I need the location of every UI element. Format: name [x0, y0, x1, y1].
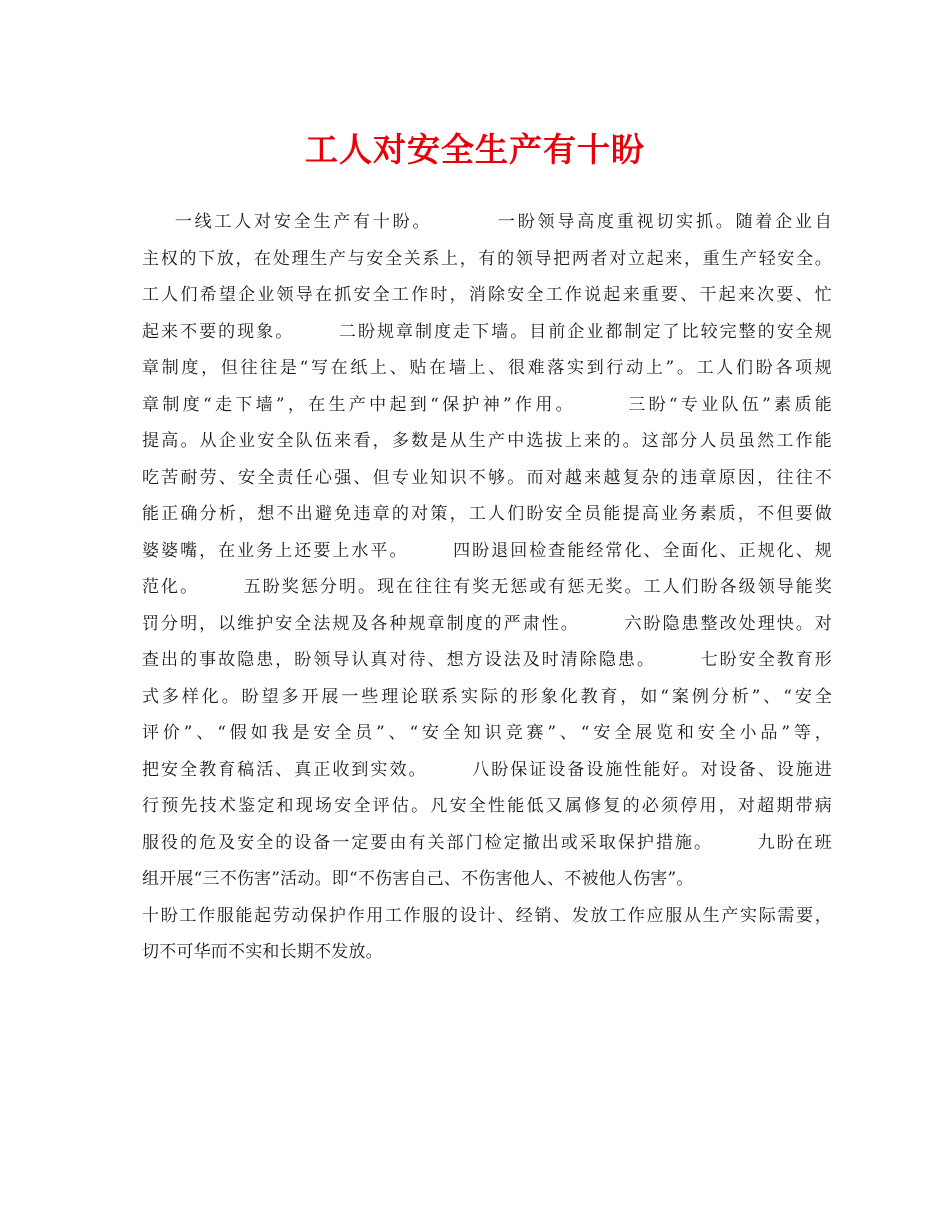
body-line: 一线工人对安全生产有十盼。 一盼领导高度重视切实抓。随着企业自 — [142, 212, 832, 232]
body-line: 主权的下放，在处理生产与安全关系上，有的领导把两者对立起来，重生产轻安全。 — [142, 248, 832, 269]
body-line: 吃苦耐劳、安全责任心强、但专业知识不够。而对越来越复杂的违章原因，往往不 — [142, 467, 832, 488]
body-line: 章制度“走下墙”，在生产中起到“保护神”作用。 三盼“专业队伍”素质能 — [142, 394, 832, 415]
body-line: 提高。从企业安全队伍来看，多数是从生产中选拔上来的。这部分人员虽然工作能 — [142, 431, 832, 451]
body-line: 把安全教育稿活、真正收到实效。 八盼保证设备设施性能好。对设备、设施进 — [142, 759, 832, 780]
body-line: 查出的事故隐患，盼领导认真对待、想方设法及时清除隐患。 七盼安全教育形 — [142, 650, 832, 670]
body-line: 评价”、“假如我是安全员”、“安全知识竞赛”、“安全展览和安全小品”等， — [142, 723, 832, 743]
body-line: 十盼工作服能起劳动保护作用工作服的设计、经销、发放工作应服从生产实际需要， — [142, 905, 832, 926]
body-line: 起来不要的现象。 二盼规章制度走下墙。目前企业都制定了比较完整的安全规 — [142, 321, 832, 342]
body-line: 行预先技术鉴定和现场安全评估。凡安全性能低又属修复的必须停用，对超期带病 — [142, 796, 832, 816]
body-line: 式多样化。盼望多开展一些理论联系实际的形象化教育，如“案例分析”、“安全 — [142, 686, 832, 707]
body-line: 切不可华而不实和长期不发放。 — [142, 942, 383, 962]
document-body — [142, 204, 832, 971]
body-line: 工人们希望企业领导在抓安全工作时，消除安全工作说起来重要、干起来次要、忙 — [142, 285, 832, 305]
document-title: 工人对安全生产有十盼 — [305, 130, 645, 169]
body-line: 能正确分析，想不出避免违章的对策，工人们盼安全员能提高业务素质，不但要做 — [142, 504, 832, 524]
body-line: 服役的危及安全的设备一定要由有关部门检定撤出或采取保护措施。 九盼在班 — [142, 832, 832, 853]
body-line: 范化。 五盼奖惩分明。现在往往有奖无惩或有惩无奖。工人们盼各级领导能奖 — [142, 577, 832, 597]
body-line: 婆婆嘴，在业务上还要上水平。 四盼退回检查能经常化、全面化、正规化、规 — [142, 540, 832, 561]
body-line: 罚分明，以维护安全法规及各种规章制度的严肃性。 六盼隐患整改处理快。对 — [142, 613, 832, 634]
body-line: 组开展“三不伤害”活动。即“不伤害自己、不伤害他人、不被他人伤害”。 — [142, 869, 694, 889]
body-line: 章制度，但往往是“写在纸上、贴在墙上、很难落实到行动上”。工人们盼各项规 — [142, 358, 832, 378]
